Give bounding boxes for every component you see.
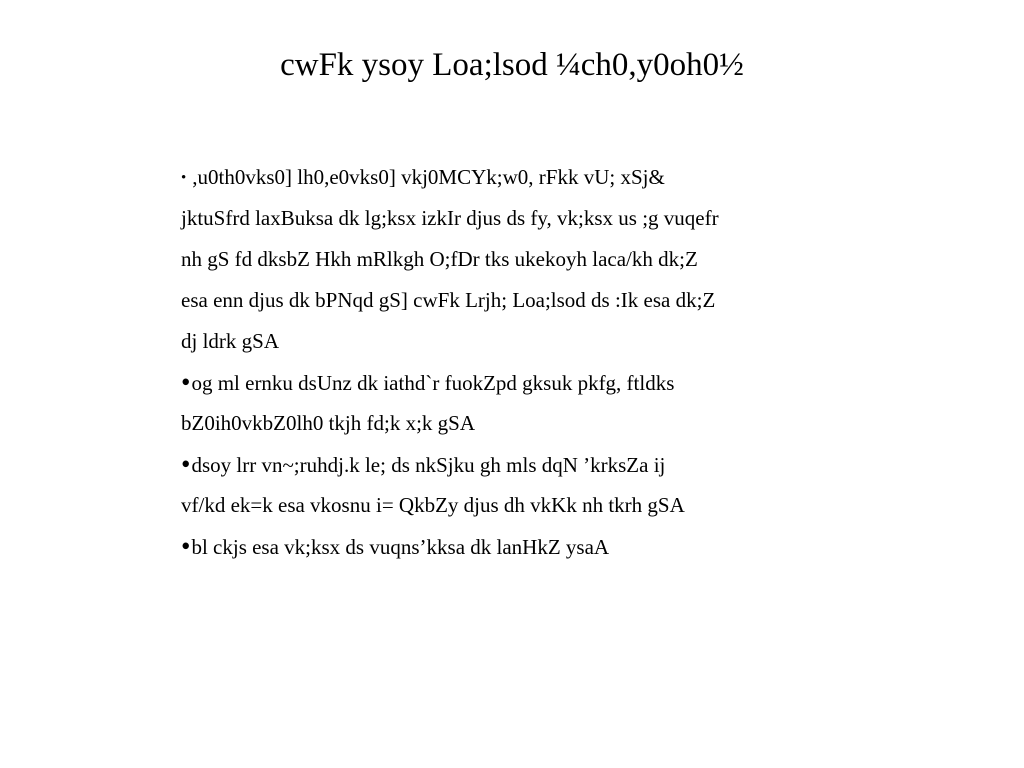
bullet-line: [181, 444, 841, 485]
bullet-item-4: [181, 526, 841, 567]
bullet-icon: •: [181, 367, 191, 397]
bullet-item-2: [181, 362, 841, 444]
bullet-line: [181, 157, 841, 198]
bullet-icon: •: [181, 170, 187, 186]
bullet-icon: •: [181, 449, 191, 479]
bullet-line: jktuSfrd laxBuksa dk lg;ksx izkIr djus ds fy, vk;ksx us ;g vuqefr: [181, 206, 719, 230]
slide-title: cwFk ysoy Loa;lsod ¼ch0,y0oh0½: [280, 47, 744, 83]
bullet-item-1: [181, 157, 841, 362]
bullet-text: bl ckjs esa vk;ksx ds vuqns’kksa dk lanHkZ ysaA: [191, 535, 610, 559]
bullet-text: og ml ernku dsUnz dk iathd`r fuokZpd gksuk pkfg, ftldks: [191, 371, 675, 395]
bullet-line: [181, 362, 841, 403]
bullet-line: bZ0ih0vkbZ0lh0 tkjh fd;k x;k gSA: [181, 411, 475, 435]
bullet-icon: •: [181, 531, 191, 561]
bullet-line: vf/kd ek=k esa vkosnu i= QkbZy djus dh vkKk nh tkrh gSA: [181, 493, 685, 517]
bullet-text: dsoy lrr vn~;ruhdj.k le; ds nkSjku gh mls dqN ’krksZa ij: [191, 453, 666, 477]
bullet-line: dj ldrk gSA: [181, 329, 280, 353]
bullet-text: ,u0th0vks0] lh0,e0vks0] vkj0MCYk;w0, rFkk vU; xSj&: [192, 165, 665, 189]
bullet-line: [181, 526, 841, 567]
bullet-line: nh gS fd dksbZ Hkh mRlkgh O;fDr tks ukekoyh laca/kh dk;Z: [181, 247, 698, 271]
bullet-line: esa enn djus dk bPNqd gS] cwFk Lrjh; Loa;lsod ds :Ik esa dk;Z: [181, 288, 716, 312]
slide-body: [181, 157, 841, 567]
bullet-item-3: [181, 444, 841, 526]
